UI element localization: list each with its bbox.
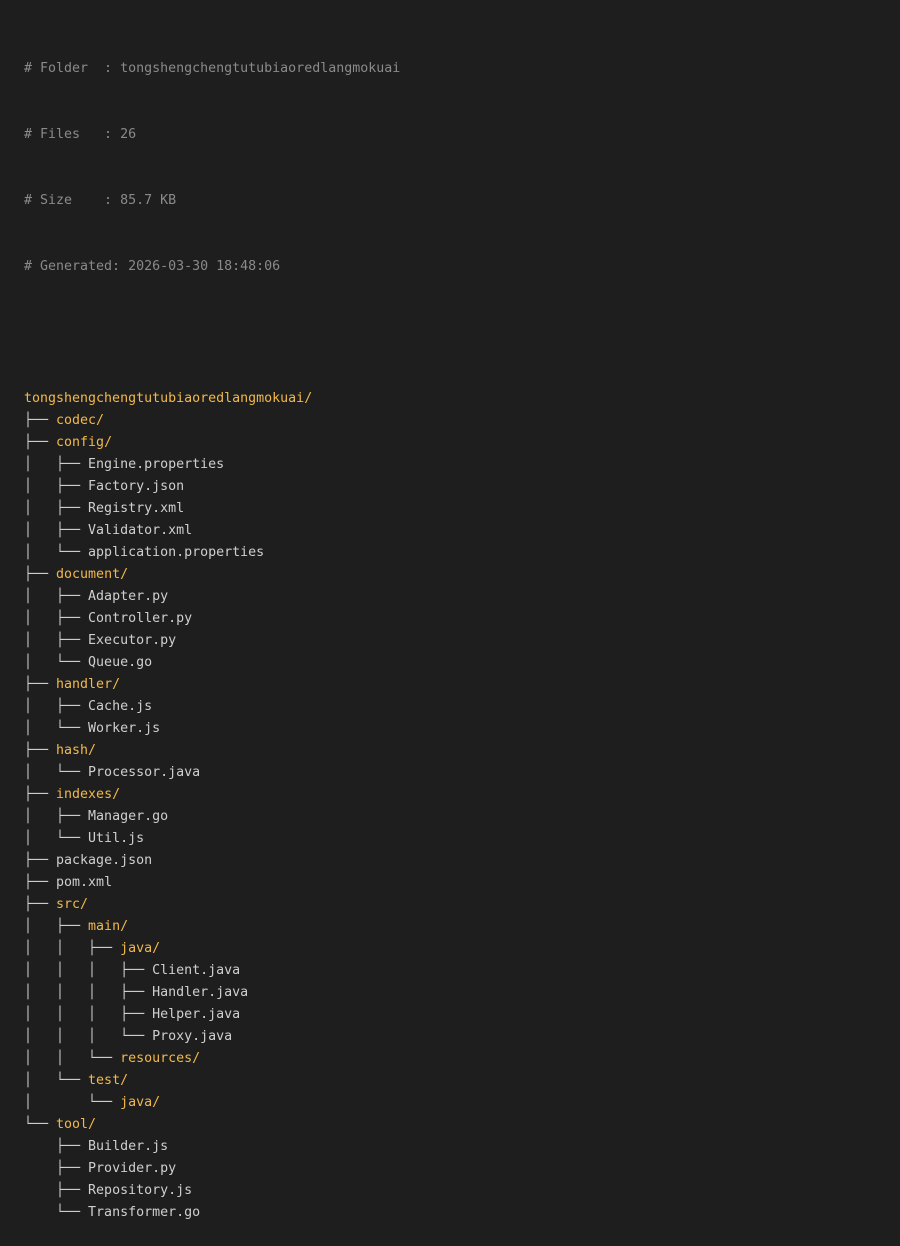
tree-guide: ├── [24,677,57,692]
tree-guide: ├── [24,787,57,802]
tree-guide: │ └── [24,655,89,670]
files-count-comment: # Files : 26 [24,127,137,142]
tree-row-directory [24,1092,900,1114]
tree-row-directory [24,938,900,960]
file-name: Transformer.go [88,1205,201,1220]
tree-guide: ├── [24,853,57,868]
file-name: Client.java [152,963,241,978]
tree-row-file [24,1026,900,1048]
tree-guide: │ └── [24,1073,89,1088]
file-name: package.json [56,853,153,868]
tree-row-directory [24,1048,900,1070]
spacer [24,322,900,344]
tree-guide: ├── [24,743,57,758]
tree-guide: ├── [24,567,57,582]
file-name: Proxy.java [152,1029,233,1044]
directory-name: codec/ [56,413,105,428]
tree-guide: │ │ └── [24,1051,121,1066]
file-name: Builder.js [88,1139,169,1154]
tree-guide: ├── [24,1139,89,1154]
tree-row-file [24,850,900,872]
tree-guide: │ └── [24,765,89,780]
directory-name: hash/ [56,743,97,758]
tree-row-file [24,982,900,1004]
file-name: Controller.py [88,611,193,626]
tree-row-file [24,630,900,652]
tree-guide: │ ├── [24,457,89,472]
file-name: Adapter.py [88,589,169,604]
tree-guide: ├── [24,1161,89,1176]
tree-guide: │ │ │ └── [24,1029,153,1044]
tree-row-file [24,806,900,828]
directory-name: indexes/ [56,787,121,802]
file-name: Executor.py [88,633,177,648]
tree-guide: │ ├── [24,501,89,516]
directory-name: document/ [56,567,129,582]
tree-guide: │ └── [24,545,89,560]
tree-guide: └── [24,1205,89,1220]
tree-row-directory [24,388,900,410]
directory-name: java/ [120,941,161,956]
tree-row-file [24,652,900,674]
tree-row-file [24,586,900,608]
file-name: application.properties [88,545,265,560]
file-name: Validator.xml [88,523,193,538]
tree-guide: │ └── [24,721,89,736]
tree-row-directory [24,674,900,696]
directory-name: test/ [88,1073,129,1088]
tree-guide: ├── [24,1183,89,1198]
file-name: Cache.js [88,699,153,714]
tree-row-file [24,1158,900,1180]
file-name: Engine.properties [88,457,225,472]
tree-guide: │ ├── [24,523,89,538]
tree-row-directory [24,564,900,586]
file-name: Manager.go [88,809,169,824]
file-name: Util.js [88,831,145,846]
tree-row-file [24,718,900,740]
tree-guide: │ └── [24,1095,121,1110]
tree-guide: ├── [24,413,57,428]
tree-row-file [24,476,900,498]
tree-row-file [24,498,900,520]
tree-row-directory [24,916,900,938]
tree-row-directory [24,740,900,762]
tree-row-file [24,762,900,784]
tree-guide: ├── [24,897,57,912]
tree-guide: └── [24,1117,57,1132]
tree-row-file [24,608,900,630]
size-comment: # Size : 85.7 KB [24,193,177,208]
directory-tree [24,388,900,1224]
file-name: Registry.xml [88,501,185,516]
tree-guide: │ └── [24,831,89,846]
tree-guide: │ ├── [24,479,89,494]
directory-name: resources/ [120,1051,201,1066]
directory-name: handler/ [56,677,121,692]
tree-row-directory [24,432,900,454]
tree-row-directory [24,784,900,806]
tree-row-file [24,520,900,542]
tree-row-file [24,1202,900,1224]
file-name: Worker.js [88,721,161,736]
tree-guide: │ ├── [24,611,89,626]
tree-guide: │ │ │ ├── [24,985,153,1000]
tree-row-directory [24,1114,900,1136]
file-name: pom.xml [56,875,113,890]
file-name: Repository.js [88,1183,193,1198]
tree-row-file [24,454,900,476]
tree-guide: │ │ │ ├── [24,963,153,978]
directory-name: config/ [56,435,113,450]
file-name: Provider.py [88,1161,177,1176]
tree-row-directory [24,894,900,916]
tree-row-file [24,1004,900,1026]
tree-guide: │ │ ├── [24,941,121,956]
directory-name: java/ [120,1095,161,1110]
tree-row-directory [24,1070,900,1092]
file-name: Processor.java [88,765,201,780]
file-name: Queue.go [88,655,153,670]
file-name: Factory.json [88,479,185,494]
directory-name: tool/ [56,1117,97,1132]
directory-name: tongshengchengtutubiaoredlangmokuai/ [24,391,313,406]
tree-guide: ├── [24,435,57,450]
tree-guide: │ ├── [24,809,89,824]
tree-guide: │ ├── [24,699,89,714]
tree-row-file [24,872,900,894]
directory-name: main/ [88,919,129,934]
tree-row-file [24,828,900,850]
file-name: Handler.java [152,985,249,1000]
tree-guide: │ ├── [24,633,89,648]
tree-row-file [24,542,900,564]
tree-row-file [24,1136,900,1158]
generated-comment: # Generated: 2026-03-30 18:48:06 [24,259,281,274]
tree-row-file [24,1180,900,1202]
folder-comment: # Folder : tongshengchengtutubiaoredlangmokuai [24,61,401,76]
tree-guide: │ │ │ ├── [24,1007,153,1022]
tree-guide: │ ├── [24,589,89,604]
tree-row-file [24,960,900,982]
tree-row-file [24,696,900,718]
directory-name: src/ [56,897,89,912]
tree-guide: ├── [24,875,57,890]
file-name: Helper.java [152,1007,241,1022]
tree-guide: │ ├── [24,919,89,934]
tree-row-directory [24,410,900,432]
